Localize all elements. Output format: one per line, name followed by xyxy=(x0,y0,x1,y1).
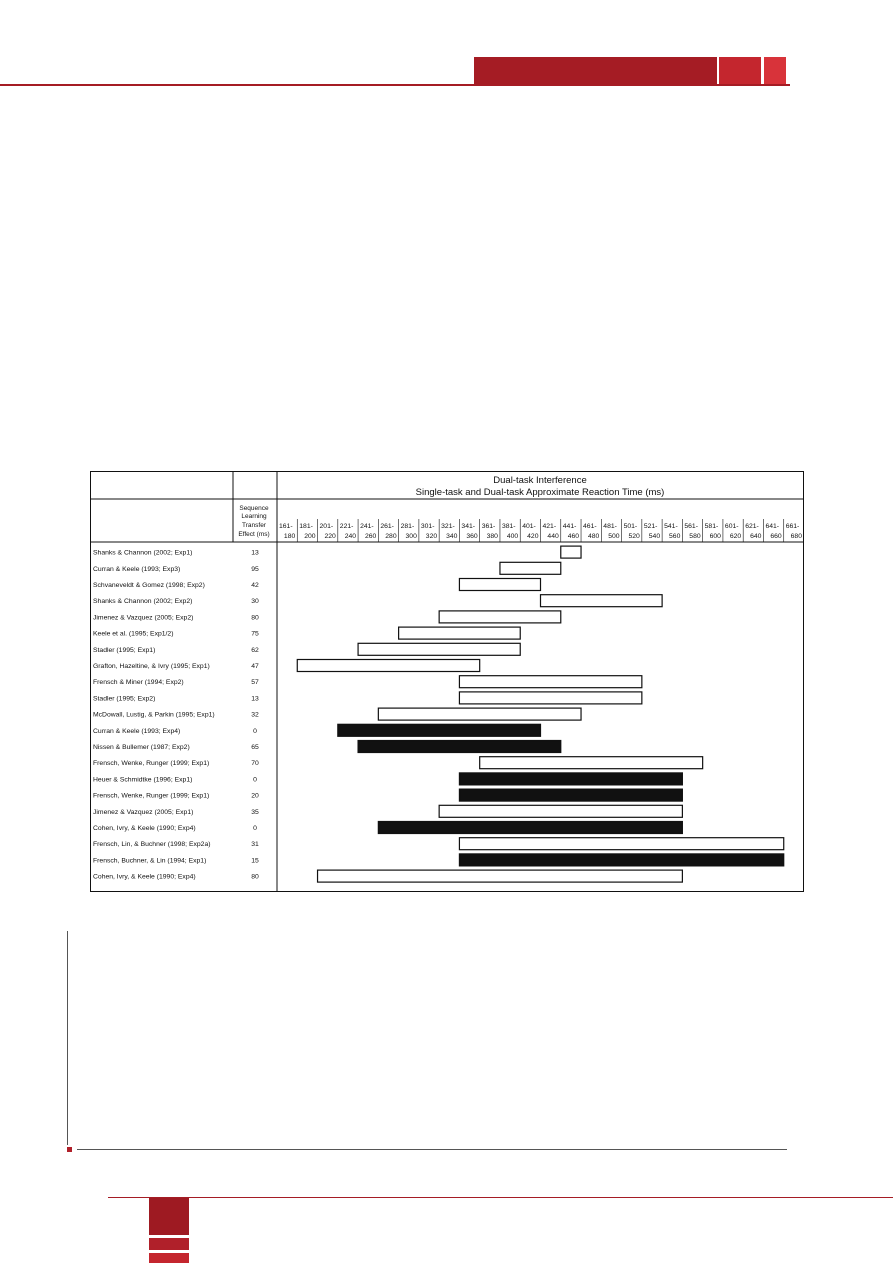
rt-range-bar-open xyxy=(480,757,703,769)
bin-label-top: 541- xyxy=(664,523,678,530)
bin-label-top: 661- xyxy=(785,523,800,530)
effect-value: 75 xyxy=(251,630,259,638)
rt-range-bar-open xyxy=(297,660,479,672)
figure-top-title: Dual-task Interference xyxy=(493,475,587,486)
effect-value: 62 xyxy=(251,646,259,654)
effect-value: 13 xyxy=(251,549,259,557)
rt-range-bar-open xyxy=(459,579,540,591)
table-row xyxy=(93,579,541,591)
bin-label-bottom: 200 xyxy=(304,533,316,540)
rt-range-bar-filled xyxy=(338,724,541,736)
effect-value: 65 xyxy=(251,744,259,751)
rt-range-bar-open xyxy=(500,562,561,574)
bin-label-top: 441- xyxy=(562,523,577,530)
bin-label-bottom: 640 xyxy=(750,533,762,540)
study-label: Cohen, Ivry, & Keele (1990; Exp4) xyxy=(93,873,196,881)
study-label: Stadler (1995; Exp1) xyxy=(93,646,156,654)
footer-rule xyxy=(108,1197,893,1198)
figure-sub-title: Single-task and Dual-task Approximate Reaction Time (ms) xyxy=(415,487,665,498)
effect-value: 20 xyxy=(251,792,259,800)
table-row xyxy=(93,611,561,623)
header-accent-block-small xyxy=(764,57,786,84)
bin-label-top: 341- xyxy=(461,523,476,530)
bin-label-top: 381- xyxy=(501,523,516,530)
table-row xyxy=(93,789,682,801)
bin-label-bottom: 300 xyxy=(405,533,417,540)
study-label: Cohen, Ivry, & Keele (1990; Exp4) xyxy=(93,825,196,832)
table-row xyxy=(93,805,682,817)
effect-value: 42 xyxy=(251,582,259,589)
bin-label-top: 401- xyxy=(522,523,536,530)
rt-range-bar-filled xyxy=(459,773,682,785)
bin-label-bottom: 520 xyxy=(628,533,640,540)
study-label: Curran & Keele (1993; Exp3) xyxy=(93,565,181,573)
effect-col-label-3: Transfer xyxy=(242,522,266,529)
effect-value: 70 xyxy=(251,760,259,768)
effect-value: 0 xyxy=(253,825,257,832)
effect-value: 0 xyxy=(253,727,257,735)
bin-label-bottom: 480 xyxy=(587,533,600,540)
study-label: Frensch, Wenke, Runger (1999; Exp1) xyxy=(93,760,210,768)
rule-marker xyxy=(67,1147,72,1152)
header-accent-bar xyxy=(474,57,717,84)
table-row xyxy=(93,838,784,850)
bin-label-bottom: 560 xyxy=(669,533,681,540)
effect-value: 32 xyxy=(251,711,259,719)
effect-col-label-2: Learning xyxy=(241,513,267,520)
bin-label-top: 521- xyxy=(643,523,658,530)
study-label: Frensch, Buchner, & Lin (1994; Exp1) xyxy=(93,857,207,865)
rt-range-bar-open xyxy=(439,611,561,623)
bin-label-bottom: 460 xyxy=(567,533,580,540)
bin-label-bottom: 400 xyxy=(506,533,519,540)
header-rule xyxy=(0,84,790,86)
study-label: Nissen & Bullemer (1987; Exp2) xyxy=(93,744,190,751)
bin-label-bottom: 320 xyxy=(425,533,438,540)
study-label: Keele et al. (1995; Exp1/2) xyxy=(93,630,174,638)
bin-label-top: 321- xyxy=(441,523,455,530)
table-row xyxy=(93,643,520,655)
rt-range-bar-open xyxy=(561,546,581,558)
study-label: Frensch, Lin, & Buchner (1998; Exp2a) xyxy=(93,841,211,849)
table-row xyxy=(93,627,520,639)
rt-range-bar-filled xyxy=(378,822,682,834)
rt-range-bar-filled xyxy=(459,854,783,866)
study-label: Grafton, Hazeltine, & Ivry (1995; Exp1) xyxy=(93,663,210,670)
rt-range-bar-open xyxy=(459,676,641,688)
effect-value: 47 xyxy=(251,663,259,670)
rt-range-bar-open xyxy=(358,643,520,655)
bin-label-bottom: 260 xyxy=(365,533,377,540)
study-label: McDowall, Lustig, & Parkin (1995; Exp1) xyxy=(93,711,215,719)
effect-value: 95 xyxy=(251,565,259,573)
rt-range-bar-open xyxy=(541,595,663,607)
effect-value: 15 xyxy=(251,857,259,865)
study-label: Shanks & Channon (2002; Exp1) xyxy=(93,549,193,557)
rt-range-bar-open xyxy=(378,708,581,720)
effect-value: 35 xyxy=(251,808,259,816)
effect-value: 57 xyxy=(251,679,259,687)
rt-range-bar-open xyxy=(318,870,683,882)
study-label: Frensch & Miner (1994; Exp2) xyxy=(93,679,184,687)
bin-label-bottom: 660 xyxy=(770,533,782,540)
footer-accent-block-3 xyxy=(149,1253,189,1263)
bin-label-bottom: 240 xyxy=(344,533,357,540)
table-row xyxy=(93,562,561,574)
bin-label-bottom: 540 xyxy=(648,533,661,540)
effect-col-label-1: Sequence xyxy=(239,505,269,512)
bin-label-top: 161- xyxy=(279,523,293,530)
table-row xyxy=(93,692,642,704)
table-row xyxy=(93,724,541,736)
effect-value: 13 xyxy=(251,695,259,703)
bin-label-bottom: 280 xyxy=(385,533,397,540)
study-label: Schvaneveldt & Gomez (1998; Exp2) xyxy=(93,582,205,589)
bin-label-top: 281- xyxy=(400,523,415,530)
table-row xyxy=(93,854,784,866)
bin-label-bottom: 680 xyxy=(790,533,802,540)
section-rule xyxy=(77,1149,787,1150)
bin-label-bottom: 380 xyxy=(486,533,498,540)
bin-label-top: 481- xyxy=(603,523,617,530)
footer-accent-block xyxy=(149,1198,189,1235)
bin-label-bottom: 580 xyxy=(689,533,701,540)
rt-range-bar-open xyxy=(399,627,521,639)
bin-label-bottom: 180 xyxy=(283,533,296,540)
table-row xyxy=(93,546,581,558)
bin-label-top: 361- xyxy=(481,523,496,530)
bin-label-top: 241- xyxy=(360,523,374,530)
bin-label-top: 621- xyxy=(745,523,759,530)
bin-label-bottom: 620 xyxy=(729,533,742,540)
bin-label-top: 261- xyxy=(380,523,394,530)
table-row xyxy=(93,708,581,720)
study-label: Jimenez & Vazquez (2005; Exp1) xyxy=(93,808,194,816)
bin-label-top: 221- xyxy=(339,523,354,530)
table-row xyxy=(93,741,561,753)
effect-value: 30 xyxy=(251,598,259,606)
effect-value: 31 xyxy=(251,841,259,849)
bin-label-bottom: 360 xyxy=(466,533,478,540)
table-row xyxy=(93,676,642,688)
effect-value: 80 xyxy=(251,873,259,881)
dual-task-table-svg xyxy=(90,471,804,892)
bin-label-top: 641- xyxy=(765,523,780,530)
bin-label-bottom: 600 xyxy=(709,533,721,540)
footer-accent-block-2 xyxy=(149,1238,189,1250)
bin-label-top: 201- xyxy=(319,523,334,530)
bin-label-bottom: 340 xyxy=(446,533,458,540)
margin-rule xyxy=(67,931,68,1145)
bin-label-top: 501- xyxy=(623,523,638,530)
effect-value: 0 xyxy=(253,776,257,784)
study-label: Jimenez & Vazquez (2005; Exp2) xyxy=(93,614,194,622)
effect-value: 80 xyxy=(251,614,259,622)
study-label: Heuer & Schmidtke (1996; Exp1) xyxy=(93,776,193,784)
rt-range-bar-filled xyxy=(459,789,682,801)
table-row xyxy=(93,757,703,769)
bin-label-top: 181- xyxy=(299,523,313,530)
bin-label-top: 581- xyxy=(704,523,719,530)
study-label: Frensch, Wenke, Runger (1999; Exp1) xyxy=(93,792,210,800)
bin-label-bottom: 220 xyxy=(324,533,336,540)
rt-range-bar-filled xyxy=(358,741,561,753)
table-row xyxy=(93,773,682,785)
table-row xyxy=(93,595,662,607)
rt-range-bar-open xyxy=(459,838,783,850)
study-label: Stadler (1995; Exp2) xyxy=(93,695,156,703)
table-row xyxy=(93,870,682,882)
bin-label-top: 301- xyxy=(420,523,435,530)
effect-col-label-4: Effect (ms) xyxy=(238,531,270,538)
bin-label-top: 461- xyxy=(583,523,597,530)
bin-label-bottom: 420 xyxy=(527,533,539,540)
bin-label-bottom: 440 xyxy=(547,533,559,540)
rt-range-bar-open xyxy=(459,692,641,704)
bin-label-top: 601- xyxy=(724,523,739,530)
study-label: Curran & Keele (1993; Exp4) xyxy=(93,727,181,735)
table-row xyxy=(93,660,480,672)
bin-label-top: 421- xyxy=(542,523,557,530)
rt-range-bar-open xyxy=(439,805,682,817)
header-accent-block xyxy=(719,57,761,84)
bin-label-bottom: 500 xyxy=(608,533,620,540)
bin-label-top: 561- xyxy=(684,523,698,530)
dual-task-figure xyxy=(90,471,804,892)
study-label: Shanks & Channon (2002; Exp2) xyxy=(93,598,193,606)
table-row xyxy=(93,822,682,834)
